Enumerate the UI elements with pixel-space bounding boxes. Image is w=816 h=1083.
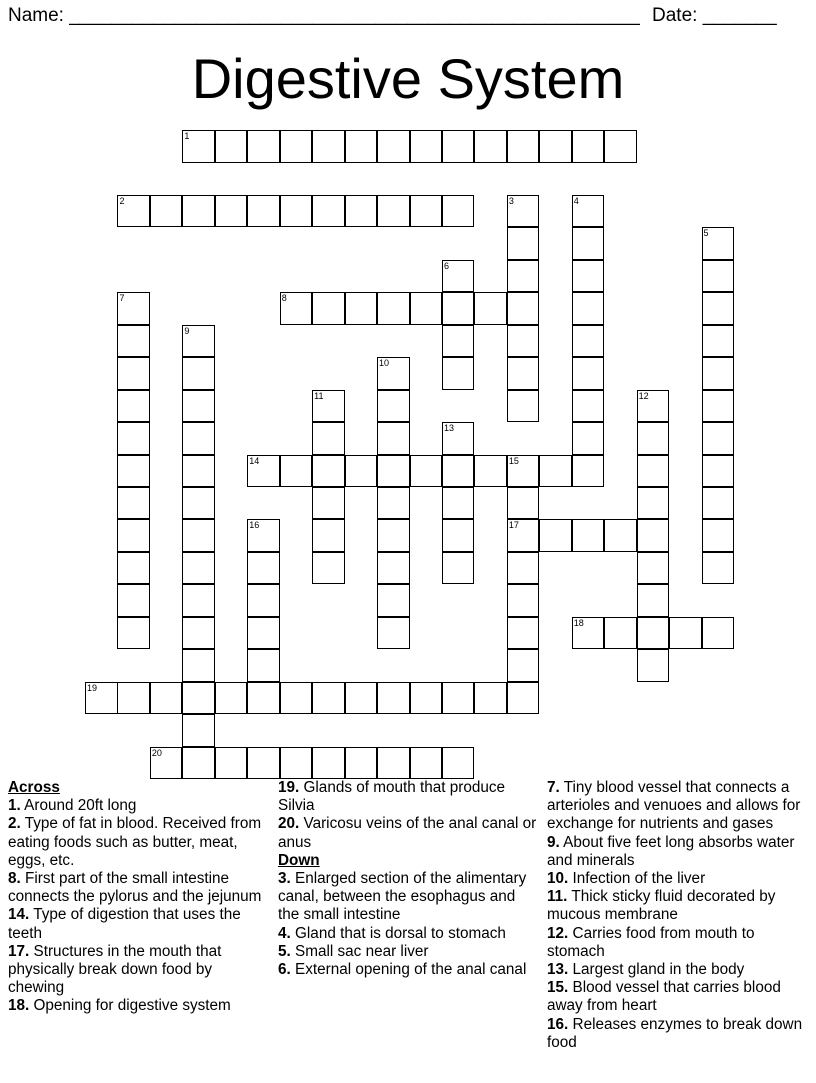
- clue-number: 14: [249, 455, 260, 466]
- grid-cell[interactable]: [442, 519, 475, 552]
- grid-cell[interactable]: [377, 357, 410, 390]
- grid-cell[interactable]: [507, 487, 540, 520]
- clue-num: 20.: [278, 815, 300, 833]
- clues-column-1: [8, 779, 270, 1016]
- clue-num: 8.: [8, 870, 21, 888]
- grid-cell[interactable]: [442, 747, 475, 780]
- grid-cell[interactable]: [150, 195, 183, 228]
- grid-cell[interactable]: [702, 422, 735, 455]
- grid-cell[interactable]: [377, 584, 410, 617]
- grid-cell[interactable]: [182, 747, 215, 780]
- grid-cell[interactable]: [345, 455, 378, 488]
- grid-cell[interactable]: [572, 422, 605, 455]
- grid-cell[interactable]: [442, 487, 475, 520]
- clue-num: 14.: [8, 906, 30, 924]
- grid-cell[interactable]: [507, 455, 540, 488]
- grid-cell[interactable]: [474, 292, 507, 325]
- grid-cell[interactable]: [150, 682, 183, 715]
- grid-cell[interactable]: [702, 455, 735, 488]
- clue-num: 17.: [8, 942, 30, 960]
- clue-num: 15.: [547, 979, 569, 997]
- date-line[interactable]: Date: _______: [652, 5, 777, 26]
- clue-number: 15: [508, 455, 519, 466]
- clue-number: 9: [184, 325, 190, 336]
- grid-cell[interactable]: [572, 292, 605, 325]
- clue-text: External opening of the anal canal: [290, 961, 527, 979]
- grid-cell[interactable]: [247, 130, 280, 163]
- clue-text: Around 20ft long: [20, 797, 137, 815]
- clue-num: 1.: [8, 797, 21, 815]
- grid-cell[interactable]: [312, 487, 345, 520]
- grid-cell[interactable]: [117, 390, 150, 423]
- down-clue: [547, 870, 809, 888]
- grid-cell[interactable]: [377, 195, 410, 228]
- clue-number: 5: [703, 228, 709, 239]
- grid-cell[interactable]: [117, 422, 150, 455]
- grid-cell[interactable]: [669, 617, 702, 650]
- grid-cell[interactable]: [539, 455, 572, 488]
- clue-num: 12.: [547, 924, 569, 942]
- grid-cell[interactable]: [442, 195, 475, 228]
- grid-cell[interactable]: [117, 617, 150, 650]
- grid-cell[interactable]: [215, 747, 248, 780]
- clue-number: 10: [379, 358, 390, 369]
- clue-text: Enlarged section of the alimentary canal, between the esophagus and the small intestine: [278, 870, 527, 924]
- grid-cell[interactable]: [507, 260, 540, 293]
- clue-text: Type of fat in blood. Received from eating foods such as butter, meat, eggs, etc.: [8, 815, 262, 869]
- grid-cell[interactable]: [637, 455, 670, 488]
- grid-cell[interactable]: [702, 357, 735, 390]
- down-clue: [547, 961, 809, 979]
- grid-cell[interactable]: [507, 649, 540, 682]
- grid-cell[interactable]: [85, 682, 118, 715]
- grid-cell[interactable]: [702, 390, 735, 423]
- grid-cell[interactable]: [637, 487, 670, 520]
- grid-cell[interactable]: [312, 552, 345, 585]
- grid-cell[interactable]: [117, 455, 150, 488]
- grid-cell[interactable]: [247, 195, 280, 228]
- grid-cell[interactable]: [702, 227, 735, 260]
- grid-cell[interactable]: [702, 552, 735, 585]
- clue-text: Thick sticky fluid decorated by mucous membrane: [547, 888, 776, 924]
- grid-cell[interactable]: [377, 487, 410, 520]
- grid-cell[interactable]: [572, 195, 605, 228]
- grid-cell[interactable]: [507, 584, 540, 617]
- grid-cell[interactable]: [312, 130, 345, 163]
- grid-cell[interactable]: [247, 519, 280, 552]
- grid-cell[interactable]: [280, 195, 313, 228]
- grid-cell[interactable]: [345, 292, 378, 325]
- grid-cell[interactable]: [637, 552, 670, 585]
- grid-cell[interactable]: [182, 552, 215, 585]
- grid-cell[interactable]: [442, 552, 475, 585]
- grid-cell[interactable]: [410, 292, 443, 325]
- down-clue-list-continued: [547, 779, 809, 1052]
- grid-cell[interactable]: [572, 390, 605, 423]
- grid-cell[interactable]: [117, 487, 150, 520]
- clue-number: 3: [508, 195, 514, 206]
- grid-cell[interactable]: [117, 552, 150, 585]
- grid-cell[interactable]: [507, 519, 540, 552]
- grid-cell[interactable]: [410, 682, 443, 715]
- down-clue-list: [278, 870, 540, 979]
- down-heading: Down: [278, 851, 320, 869]
- clue-number: 4: [573, 195, 579, 206]
- clue-text: Carries food from mouth to stomach: [547, 924, 755, 960]
- grid-cell[interactable]: [117, 584, 150, 617]
- clue-number: 8: [281, 293, 287, 304]
- grid-cell[interactable]: [637, 519, 670, 552]
- grid-cell[interactable]: [182, 195, 215, 228]
- across-heading: Across: [8, 779, 60, 796]
- clue-num: 9.: [547, 833, 560, 851]
- clue-number: 1: [184, 131, 190, 141]
- grid-cell[interactable]: [572, 617, 605, 650]
- clue-text: Largest gland in the body: [568, 961, 745, 979]
- grid-cell[interactable]: [247, 552, 280, 585]
- grid-cell[interactable]: [702, 260, 735, 293]
- grid-cell[interactable]: [604, 519, 637, 552]
- grid-cell[interactable]: [117, 325, 150, 358]
- clue-num: 18.: [8, 997, 30, 1015]
- grid-cell[interactable]: [182, 584, 215, 617]
- grid-cell[interactable]: [702, 292, 735, 325]
- clue-text: About five feet long absorbs water and minerals: [547, 833, 795, 869]
- clue-text: Blood vessel that carries blood away from heart: [547, 979, 781, 1015]
- clue-number: 7: [119, 293, 125, 304]
- across-clue: [8, 906, 270, 942]
- grid-cell[interactable]: [280, 747, 313, 780]
- grid-cell[interactable]: [215, 130, 248, 163]
- grid-cell[interactable]: [377, 390, 410, 423]
- clue-num: 11.: [547, 888, 568, 906]
- grid-cell[interactable]: [442, 325, 475, 358]
- grid-cell[interactable]: [442, 422, 475, 455]
- grid-cell[interactable]: [442, 455, 475, 488]
- grid-cell[interactable]: [247, 682, 280, 715]
- clue-number: 16: [249, 520, 260, 531]
- grid-cell[interactable]: [117, 682, 150, 715]
- grid-cell[interactable]: [280, 130, 313, 163]
- across-clue-list-continued: [278, 779, 540, 852]
- grid-cell[interactable]: [377, 130, 410, 163]
- grid-cell[interactable]: [604, 130, 637, 163]
- grid-cell[interactable]: [182, 357, 215, 390]
- clue-num: 16.: [547, 1015, 569, 1033]
- grid-cell[interactable]: [637, 649, 670, 682]
- grid-cell[interactable]: [442, 292, 475, 325]
- grid-cell[interactable]: [377, 682, 410, 715]
- grid-cell[interactable]: [182, 617, 215, 650]
- grid-cell[interactable]: [247, 747, 280, 780]
- grid-cell[interactable]: [572, 357, 605, 390]
- grid-cell[interactable]: [312, 747, 345, 780]
- grid-cell[interactable]: [702, 519, 735, 552]
- grid-cell[interactable]: [182, 487, 215, 520]
- grid-cell[interactable]: [474, 682, 507, 715]
- grid-cell[interactable]: [117, 357, 150, 390]
- grid-cell[interactable]: [604, 617, 637, 650]
- clues-column-3: [547, 779, 809, 1052]
- clue-text: Gland that is dorsal to stomach: [290, 924, 506, 942]
- grid-cell[interactable]: [572, 260, 605, 293]
- grid-cell[interactable]: [117, 195, 150, 228]
- grid-cell[interactable]: [572, 455, 605, 488]
- clue-num: 10.: [547, 870, 569, 888]
- grid-cell[interactable]: [637, 390, 670, 423]
- grid-cell[interactable]: [442, 130, 475, 163]
- grid-cell[interactable]: [377, 617, 410, 650]
- clue-num: 3.: [278, 870, 291, 888]
- grid-cell[interactable]: [150, 747, 183, 780]
- grid-cell[interactable]: [117, 292, 150, 325]
- grid-cell[interactable]: [507, 617, 540, 650]
- grid-cell[interactable]: [345, 682, 378, 715]
- grid-cell[interactable]: [702, 487, 735, 520]
- clue-text: Opening for digestive system: [29, 997, 231, 1015]
- grid-cell[interactable]: [280, 455, 313, 488]
- clue-text: Releases enzymes to break down food: [547, 1015, 803, 1051]
- grid-cell[interactable]: [247, 649, 280, 682]
- grid-cell[interactable]: [637, 617, 670, 650]
- across-clue: [8, 870, 270, 906]
- down-clue: [547, 925, 809, 961]
- grid-cell[interactable]: [312, 682, 345, 715]
- clues-column-2: [278, 779, 540, 979]
- clue-num: 2.: [8, 815, 21, 833]
- grid-cell[interactable]: [442, 682, 475, 715]
- grid-cell[interactable]: [572, 130, 605, 163]
- grid-cell[interactable]: [182, 519, 215, 552]
- clue-text: Type of digestion that uses the teeth: [8, 906, 241, 942]
- grid-cell[interactable]: [507, 325, 540, 358]
- grid-cell[interactable]: [507, 130, 540, 163]
- grid-cell[interactable]: [539, 519, 572, 552]
- grid-cell[interactable]: [280, 682, 313, 715]
- grid-cell[interactable]: [117, 519, 150, 552]
- clue-num: 4.: [278, 924, 291, 942]
- down-clue: [278, 925, 540, 943]
- across-clue: [278, 779, 540, 815]
- grid-cell[interactable]: [377, 422, 410, 455]
- grid-cell[interactable]: [247, 584, 280, 617]
- grid-cell[interactable]: [345, 747, 378, 780]
- grid-cell[interactable]: [182, 422, 215, 455]
- grid-cell[interactable]: [474, 455, 507, 488]
- down-clue: [278, 943, 540, 961]
- grid-cell[interactable]: [507, 357, 540, 390]
- grid-cell[interactable]: [377, 455, 410, 488]
- grid-cell[interactable]: [377, 292, 410, 325]
- grid-cell[interactable]: [442, 260, 475, 293]
- grid-cell[interactable]: [280, 292, 313, 325]
- grid-cell[interactable]: [312, 519, 345, 552]
- grid-cell[interactable]: [572, 227, 605, 260]
- down-clue: [547, 888, 809, 924]
- clue-text: Small sac near liver: [290, 942, 429, 960]
- grid-cell[interactable]: [345, 130, 378, 163]
- clue-text: Varicosu veins of the anal canal or anus: [278, 815, 537, 851]
- grid-cell[interactable]: [637, 584, 670, 617]
- clue-number: 13: [443, 423, 454, 434]
- grid-cell[interactable]: [345, 195, 378, 228]
- clue-number: 18: [573, 617, 584, 628]
- grid-cell[interactable]: [507, 195, 540, 228]
- grid-cell[interactable]: [507, 292, 540, 325]
- grid-cell[interactable]: [182, 455, 215, 488]
- grid-cell[interactable]: [507, 390, 540, 423]
- grid-cell[interactable]: [182, 714, 215, 747]
- grid-cell[interactable]: [442, 357, 475, 390]
- clue-num: 5.: [278, 942, 291, 960]
- grid-cell[interactable]: [312, 390, 345, 423]
- grid-cell[interactable]: [637, 422, 670, 455]
- across-clue-list: [8, 797, 270, 1015]
- grid-cell[interactable]: [702, 325, 735, 358]
- grid-cell[interactable]: [182, 649, 215, 682]
- across-clue: [8, 943, 270, 998]
- grid-cell[interactable]: [507, 552, 540, 585]
- clue-text: Glands of mouth that produce Silvia: [278, 779, 506, 815]
- down-clue: [278, 870, 540, 925]
- grid-cell[interactable]: [215, 195, 248, 228]
- clue-number: 12: [638, 390, 649, 401]
- grid-cell[interactable]: [702, 617, 735, 650]
- grid-cell[interactable]: [182, 130, 215, 163]
- grid-cell[interactable]: [215, 682, 248, 715]
- name-line[interactable]: Name: ______________________________________________________: [8, 5, 640, 26]
- down-clue: [278, 961, 540, 979]
- puzzle-title: Digestive System: [191, 47, 625, 110]
- clue-number: 6: [443, 260, 449, 271]
- down-clue: [547, 1016, 809, 1052]
- grid-cell[interactable]: [312, 195, 345, 228]
- grid-cell[interactable]: [410, 747, 443, 780]
- grid-cell[interactable]: [572, 519, 605, 552]
- grid-cell[interactable]: [312, 455, 345, 488]
- grid-cell[interactable]: [247, 455, 280, 488]
- across-clue: [8, 815, 270, 870]
- across-clue: [278, 815, 540, 851]
- clue-number: 17: [508, 520, 519, 531]
- clue-num: 13.: [547, 961, 569, 979]
- grid-cell[interactable]: [247, 617, 280, 650]
- across-clue: [8, 797, 270, 815]
- clue-text: Tiny blood vessel that connects a arterioles and venuoes and allows for exchange for nutrients and gases: [547, 779, 801, 833]
- grid-cell[interactable]: [410, 195, 443, 228]
- grid-cell[interactable]: [572, 325, 605, 358]
- down-clue: [547, 779, 809, 834]
- grid-cell[interactable]: [312, 292, 345, 325]
- across-clue: [8, 997, 270, 1015]
- grid-cell[interactable]: [377, 519, 410, 552]
- grid-cell[interactable]: [410, 130, 443, 163]
- down-clue: [547, 834, 809, 870]
- grid-cell[interactable]: [377, 747, 410, 780]
- grid-cell[interactable]: [182, 682, 215, 715]
- grid-cell[interactable]: [312, 422, 345, 455]
- clue-number: 11: [314, 390, 324, 401]
- clue-text: First part of the small intestine connects the pylorus and the jejunum: [8, 870, 262, 906]
- grid-cell[interactable]: [182, 325, 215, 358]
- clue-text: Infection of the liver: [568, 870, 706, 888]
- grid-cell[interactable]: [507, 227, 540, 260]
- clue-text: Structures in the mouth that physically break down food by chewing: [8, 942, 222, 997]
- grid-cell[interactable]: [182, 390, 215, 423]
- grid-cell[interactable]: [507, 682, 540, 715]
- grid-cell[interactable]: [410, 455, 443, 488]
- clue-number: 20: [151, 747, 162, 758]
- grid-cell[interactable]: [377, 552, 410, 585]
- grid-cell[interactable]: [539, 130, 572, 163]
- clue-number: 2: [119, 195, 125, 206]
- grid-cell[interactable]: [474, 130, 507, 163]
- clue-num: 6.: [278, 961, 291, 979]
- down-clue: [547, 979, 809, 1015]
- clue-num: 19.: [278, 779, 300, 796]
- clue-num: 7.: [547, 779, 560, 796]
- clue-number: 19: [87, 682, 98, 693]
